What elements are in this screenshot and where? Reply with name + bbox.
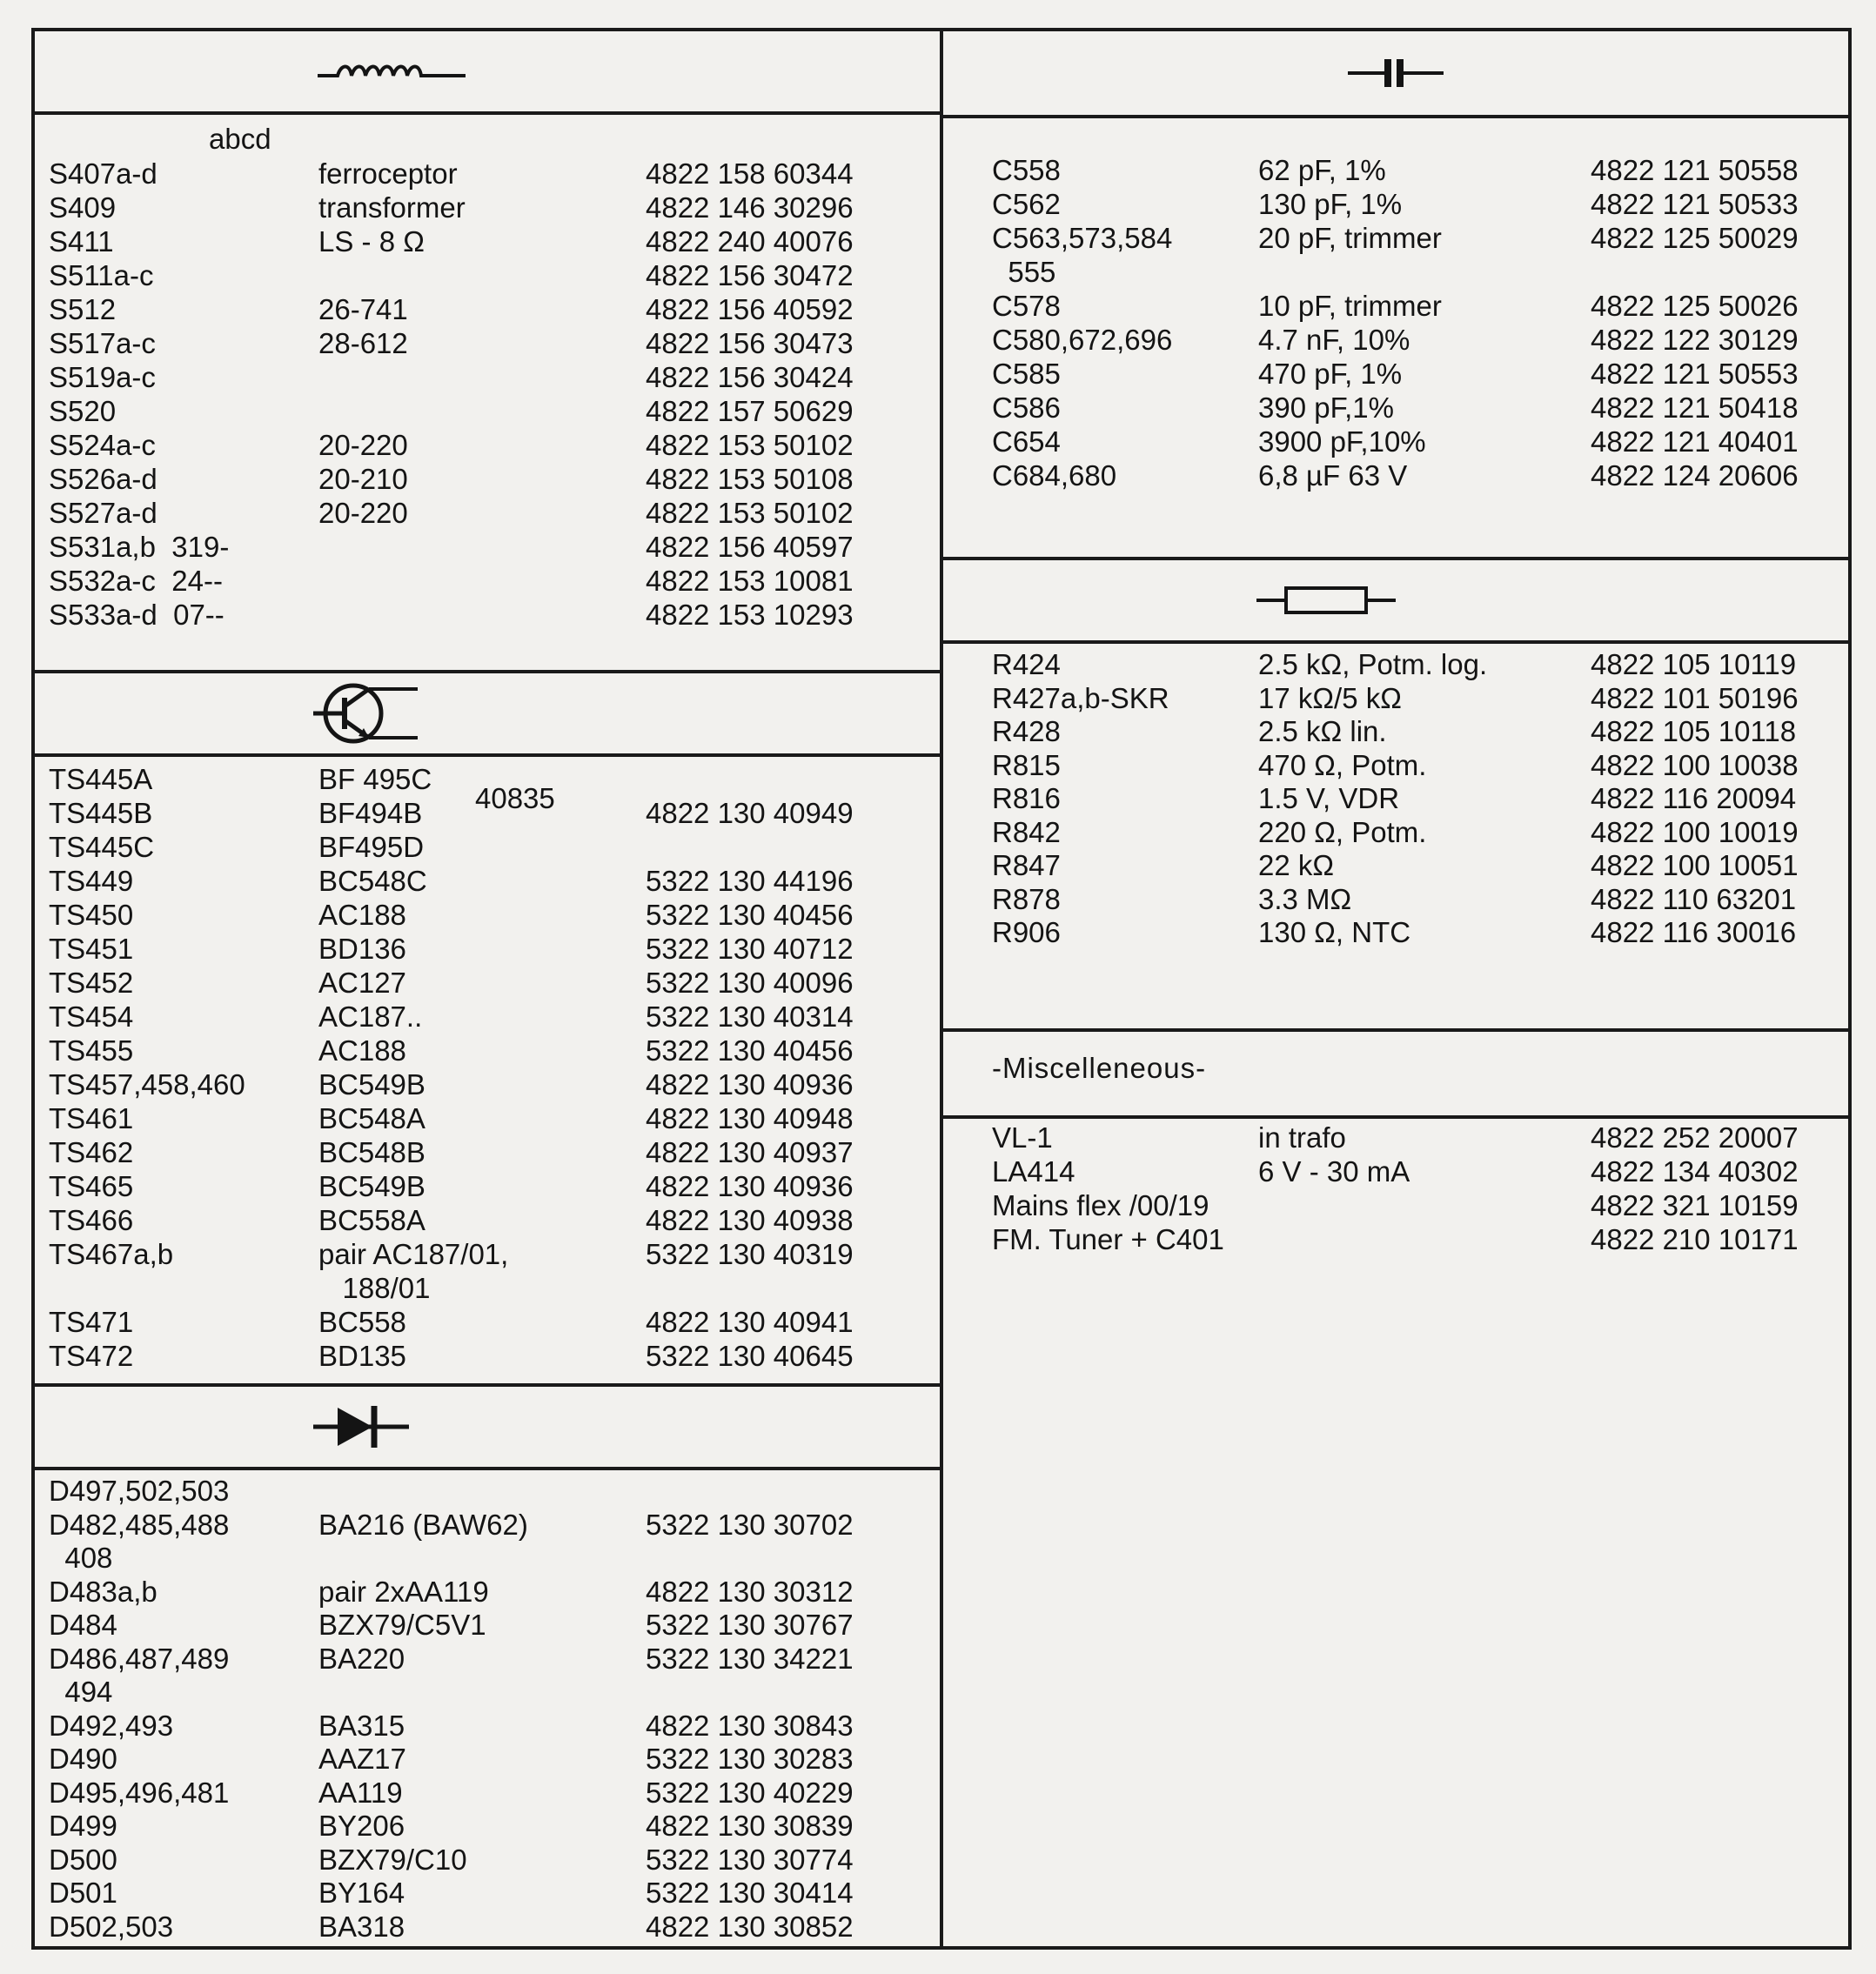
part-code: 4822 156 40597 xyxy=(646,531,854,563)
part-row xyxy=(943,781,1848,815)
part-ref: TS462 xyxy=(49,1136,134,1168)
part-desc: BC548A xyxy=(318,1102,425,1134)
part-row xyxy=(35,1305,943,1339)
part-row xyxy=(35,1876,943,1910)
part-code: 4822 124 20606 xyxy=(1591,459,1799,492)
part-row xyxy=(35,796,943,830)
part-ref: S524a-c xyxy=(49,429,156,461)
part-ref: 555 xyxy=(992,256,1056,288)
part-row xyxy=(943,1154,1848,1188)
part-code: 4822 100 10051 xyxy=(1591,849,1799,881)
part-row xyxy=(35,326,943,360)
part-code: 5322 130 40712 xyxy=(646,933,854,965)
part-desc: 2.5 kΩ lin. xyxy=(1258,715,1387,747)
part-code: 5322 130 40456 xyxy=(646,1034,854,1067)
part-desc: BA318 xyxy=(318,1910,405,1943)
part-ref: R842 xyxy=(992,815,1061,848)
part-ref: TS454 xyxy=(49,1000,134,1033)
part-ref: D486,487,489 xyxy=(49,1642,230,1675)
part-ref: S407a-d xyxy=(49,157,157,190)
transistor-group-note: 40835 xyxy=(475,782,555,814)
part-row xyxy=(35,292,943,326)
part-row xyxy=(35,1843,943,1877)
part-desc: 20 pF, trimmer xyxy=(1258,222,1442,254)
part-desc: 17 kΩ/5 kΩ xyxy=(1258,681,1402,714)
part-code: 4822 130 40941 xyxy=(646,1306,854,1338)
resistor-rows xyxy=(943,647,1848,949)
part-row xyxy=(943,323,1848,357)
part-row xyxy=(35,1067,943,1101)
inductor-section xyxy=(35,118,943,673)
part-row xyxy=(35,1508,943,1542)
part-desc: BA216 (BAW62) xyxy=(318,1508,528,1541)
part-desc: 10 pF, trimmer xyxy=(1258,290,1442,322)
part-code: 5322 130 40645 xyxy=(646,1340,854,1372)
part-code: 4822 121 50418 xyxy=(1591,391,1799,424)
part-code: 4822 158 60344 xyxy=(646,157,854,190)
misc-section xyxy=(943,1119,1848,1946)
part-ref: D490 xyxy=(49,1743,117,1775)
part-code: 4822 121 50533 xyxy=(1591,188,1799,220)
part-ref: D501 xyxy=(49,1877,117,1909)
capacitor-section xyxy=(943,118,1848,560)
part-ref: C586 xyxy=(992,391,1061,424)
left-column xyxy=(31,28,943,1950)
part-ref: C684,680 xyxy=(992,459,1117,492)
part-row xyxy=(35,1608,943,1642)
part-ref: TS445B xyxy=(49,797,153,829)
part-desc: AC127 xyxy=(318,967,406,999)
part-row xyxy=(943,289,1848,323)
part-ref: D502,503 xyxy=(49,1910,174,1943)
part-ref: D484 xyxy=(49,1609,117,1641)
part-desc: 390 pF,1% xyxy=(1258,391,1394,424)
part-desc: 28-612 xyxy=(318,327,408,359)
part-ref: S519a-c xyxy=(49,361,156,393)
part-row xyxy=(35,1000,943,1034)
part-ref: TS461 xyxy=(49,1102,134,1134)
part-code: 4822 252 20007 xyxy=(1591,1121,1799,1154)
part-row xyxy=(35,898,943,932)
part-code: 4822 130 40949 xyxy=(646,797,854,829)
part-ref: D483a,b xyxy=(49,1575,157,1608)
part-desc: BC549B xyxy=(318,1068,425,1101)
part-ref: 408 xyxy=(49,1542,113,1574)
misc-section-header xyxy=(943,1032,1848,1119)
part-code: 4822 110 63201 xyxy=(1591,882,1797,915)
part-ref: TS471 xyxy=(49,1306,134,1338)
part-ref: TS466 xyxy=(49,1204,134,1236)
part-row xyxy=(35,258,943,292)
part-code: 4822 116 30016 xyxy=(1591,916,1797,948)
part-desc: 470 Ω, Potm. xyxy=(1258,748,1427,781)
part-code: 4822 156 30473 xyxy=(646,327,854,359)
part-row xyxy=(35,530,943,564)
part-ref: S520 xyxy=(49,395,117,427)
part-ref: TS450 xyxy=(49,899,134,931)
part-code: 4822 157 50629 xyxy=(646,395,854,427)
part-row xyxy=(35,1742,943,1776)
part-desc: 3.3 MΩ xyxy=(1258,882,1352,915)
part-row xyxy=(35,360,943,394)
part-code: 4822 130 30852 xyxy=(646,1910,854,1943)
part-ref: S512 xyxy=(49,293,117,325)
part-row xyxy=(35,1809,943,1843)
part-ref: C578 xyxy=(992,290,1061,322)
part-code: 5322 130 30767 xyxy=(646,1609,854,1641)
part-ref: R428 xyxy=(992,715,1061,747)
part-desc: BC548C xyxy=(318,865,427,897)
part-ref: C558 xyxy=(992,154,1061,186)
part-ref: 494 xyxy=(49,1676,113,1708)
part-code: 4822 210 10171 xyxy=(1591,1223,1799,1255)
part-row xyxy=(943,1121,1848,1154)
part-code: 4822 146 30296 xyxy=(646,191,854,224)
part-code: 4822 240 40076 xyxy=(646,225,854,258)
part-row xyxy=(943,187,1848,221)
resistor-icon xyxy=(1256,583,1396,618)
part-desc: 1.5 V, VDR xyxy=(1258,782,1400,814)
part-desc: ferroceptor xyxy=(318,157,458,190)
part-code: 5322 130 40456 xyxy=(646,899,854,931)
inductor-section-header xyxy=(35,31,943,115)
part-row xyxy=(35,830,943,864)
part-ref: D492,493 xyxy=(49,1709,174,1742)
part-ref: S517a-c xyxy=(49,327,156,359)
part-row xyxy=(943,357,1848,391)
part-row xyxy=(943,815,1848,849)
part-ref: D497,502,503 xyxy=(49,1475,230,1507)
part-ref: TS445C xyxy=(49,831,155,863)
inductor-icon xyxy=(313,58,470,84)
part-desc: AC188 xyxy=(318,1034,406,1067)
part-code: 4822 156 40592 xyxy=(646,293,854,325)
part-code: 4822 153 50102 xyxy=(646,497,854,529)
part-ref: S409 xyxy=(49,191,117,224)
part-ref: TS452 xyxy=(49,967,134,999)
part-ref: TS465 xyxy=(49,1170,134,1202)
part-desc: BC558A xyxy=(318,1204,425,1236)
part-row xyxy=(943,848,1848,882)
part-ref: C654 xyxy=(992,425,1061,458)
part-desc: in trafo xyxy=(1258,1121,1346,1154)
misc-title: -Miscelleneous- xyxy=(992,1052,1207,1084)
part-desc: BC549B xyxy=(318,1170,425,1202)
transistor-section xyxy=(35,760,943,1387)
part-row xyxy=(35,191,943,224)
diode-icon xyxy=(313,1402,409,1451)
part-ref: Mains flex /00/19 xyxy=(992,1189,1209,1221)
part-row xyxy=(943,748,1848,782)
part-row xyxy=(35,496,943,530)
part-code: 4822 153 10081 xyxy=(646,565,854,597)
part-desc: BF 495C xyxy=(318,763,432,795)
part-desc: 20-220 xyxy=(318,429,408,461)
part-desc: 20-220 xyxy=(318,497,408,529)
part-code: 5322 130 40314 xyxy=(646,1000,854,1033)
part-row xyxy=(35,394,943,428)
part-desc: BY206 xyxy=(318,1810,405,1842)
part-row xyxy=(35,864,943,898)
part-code: 4822 100 10019 xyxy=(1591,815,1799,848)
part-row xyxy=(943,1222,1848,1256)
part-row xyxy=(35,1541,943,1575)
part-row xyxy=(35,762,943,796)
part-code: 4822 130 30839 xyxy=(646,1810,854,1842)
part-ref: D495,496,481 xyxy=(49,1776,230,1809)
part-desc: AC188 xyxy=(318,899,406,931)
part-row xyxy=(35,1675,943,1709)
part-row xyxy=(35,1271,943,1305)
part-row xyxy=(35,564,943,598)
part-code: 5322 130 30774 xyxy=(646,1843,854,1876)
part-ref: S531a,b 319- xyxy=(49,531,230,563)
part-code: 4822 105 10119 xyxy=(1591,648,1797,680)
part-desc: 130 Ω, NTC xyxy=(1258,916,1411,948)
part-ref: S533a-d 07-- xyxy=(49,599,224,631)
part-ref: D500 xyxy=(49,1843,117,1876)
part-row xyxy=(35,1203,943,1237)
part-ref: R847 xyxy=(992,849,1061,881)
part-desc: 6 V - 30 mA xyxy=(1258,1155,1410,1188)
part-ref: R815 xyxy=(992,748,1061,781)
part-desc: 188/01 xyxy=(318,1272,431,1304)
inductor-header-label: abcd xyxy=(209,123,271,155)
part-desc: 3900 pF,10% xyxy=(1258,425,1426,458)
part-desc: BF495D xyxy=(318,831,425,863)
diode-section xyxy=(35,1474,943,1946)
part-code: 4822 156 30424 xyxy=(646,361,854,393)
part-code: 5322 130 40229 xyxy=(646,1776,854,1809)
part-desc: BD135 xyxy=(318,1340,406,1372)
part-ref: C585 xyxy=(992,358,1061,390)
part-desc: LS - 8 Ω xyxy=(318,225,425,258)
part-code: 4822 121 50558 xyxy=(1591,154,1799,186)
part-row xyxy=(35,1169,943,1203)
part-row xyxy=(35,428,943,462)
part-ref: S532a-c 24-- xyxy=(49,565,223,597)
capacitor-section-header xyxy=(943,31,1848,118)
part-row xyxy=(943,714,1848,748)
part-row xyxy=(35,1575,943,1609)
part-ref: LA414 xyxy=(992,1155,1075,1188)
part-ref: D499 xyxy=(49,1810,117,1842)
part-row xyxy=(35,1642,943,1676)
part-ref: TS445A xyxy=(49,763,153,795)
part-code: 4822 153 10293 xyxy=(646,599,854,631)
part-code: 4822 101 50196 xyxy=(1591,681,1799,714)
part-desc: 470 pF, 1% xyxy=(1258,358,1403,390)
part-desc: BC558 xyxy=(318,1306,406,1338)
part-code: 4822 122 30129 xyxy=(1591,324,1799,356)
part-desc: 2.5 kΩ, Potm. log. xyxy=(1258,648,1488,680)
part-row xyxy=(35,224,943,258)
part-row xyxy=(943,153,1848,187)
part-ref: R906 xyxy=(992,916,1061,948)
part-ref: R424 xyxy=(992,648,1061,680)
part-ref: TS449 xyxy=(49,865,134,897)
part-ref: S511a-c xyxy=(49,259,154,291)
part-row xyxy=(35,598,943,632)
capacitor-rows xyxy=(943,153,1848,492)
capacitor-icon xyxy=(1348,56,1444,90)
part-code: 5322 130 30414 xyxy=(646,1877,854,1909)
part-code: 4822 321 10159 xyxy=(1591,1189,1799,1221)
part-code: 4822 130 40936 xyxy=(646,1170,854,1202)
part-desc: BA315 xyxy=(318,1709,405,1742)
part-desc: 20-210 xyxy=(318,463,408,495)
part-desc: BZX79/C10 xyxy=(318,1843,467,1876)
part-row xyxy=(943,458,1848,492)
part-desc: BF494B xyxy=(318,797,423,829)
part-desc: 62 pF, 1% xyxy=(1258,154,1386,186)
part-row xyxy=(35,1135,943,1169)
part-desc: 6,8 µF 63 V xyxy=(1258,459,1408,492)
part-desc: transformer xyxy=(318,191,466,224)
part-code: 4822 130 40937 xyxy=(646,1136,854,1168)
part-code: 4822 156 30472 xyxy=(646,259,854,291)
part-code: 4822 121 50553 xyxy=(1591,358,1799,390)
transistor-icon xyxy=(313,679,435,748)
part-row xyxy=(35,462,943,496)
part-desc: 26-741 xyxy=(318,293,408,325)
inductor-rows xyxy=(35,157,943,632)
part-code: 4822 116 20094 xyxy=(1591,782,1797,814)
part-row xyxy=(943,647,1848,681)
part-desc: BA220 xyxy=(318,1642,405,1675)
transistor-rows xyxy=(35,762,943,1373)
part-code: 4822 130 40948 xyxy=(646,1102,854,1134)
part-ref: R878 xyxy=(992,882,1061,915)
part-ref: C563,573,584 xyxy=(992,222,1173,254)
part-row xyxy=(943,882,1848,916)
part-code: 5322 130 30283 xyxy=(646,1743,854,1775)
transistor-section-header xyxy=(35,673,943,757)
part-row xyxy=(943,391,1848,425)
part-desc: BC548B xyxy=(318,1136,425,1168)
part-row xyxy=(35,157,943,191)
part-row xyxy=(35,1474,943,1508)
part-row xyxy=(35,1237,943,1271)
part-ref: TS472 xyxy=(49,1340,134,1372)
part-desc: 130 pF, 1% xyxy=(1258,188,1403,220)
part-ref: FM. Tuner + C401 xyxy=(992,1223,1224,1255)
part-ref: TS451 xyxy=(49,933,134,965)
part-desc: BZX79/C5V1 xyxy=(318,1609,486,1641)
part-ref: S526a-d xyxy=(49,463,157,495)
part-desc: AAZ17 xyxy=(318,1743,406,1775)
part-desc: BD136 xyxy=(318,933,406,965)
part-code: 4822 134 40302 xyxy=(1591,1155,1799,1188)
part-row xyxy=(943,221,1848,255)
part-ref: S411 xyxy=(49,225,114,258)
part-desc: 22 kΩ xyxy=(1258,849,1335,881)
part-row xyxy=(943,681,1848,715)
part-row xyxy=(35,1339,943,1373)
resistor-section-header xyxy=(943,560,1848,644)
part-code: 4822 105 10118 xyxy=(1591,715,1797,747)
part-ref: C580,672,696 xyxy=(992,324,1173,356)
part-desc: pair 2xAA119 xyxy=(318,1575,489,1608)
part-desc: 220 Ω, Potm. xyxy=(1258,815,1427,848)
part-code: 5322 130 30702 xyxy=(646,1508,854,1541)
part-row xyxy=(943,425,1848,458)
part-ref: TS455 xyxy=(49,1034,134,1067)
part-ref: TS467a,b xyxy=(49,1238,174,1270)
part-row xyxy=(943,1188,1848,1222)
part-ref: D482,485,488 xyxy=(49,1508,230,1541)
part-code: 4822 130 40938 xyxy=(646,1204,854,1236)
diode-section-header xyxy=(35,1387,943,1470)
part-code: 5322 130 40319 xyxy=(646,1238,854,1270)
right-column xyxy=(940,28,1852,1950)
diode-rows xyxy=(35,1474,943,1943)
part-code: 5322 130 44196 xyxy=(646,865,854,897)
misc-rows xyxy=(943,1121,1848,1256)
part-code: 4822 130 30843 xyxy=(646,1709,854,1742)
part-row xyxy=(35,1034,943,1067)
part-code: 4822 121 40401 xyxy=(1591,425,1799,458)
part-code: 4822 153 50108 xyxy=(646,463,854,495)
part-row xyxy=(35,966,943,1000)
part-row xyxy=(35,932,943,966)
part-code: 5322 130 34221 xyxy=(646,1642,854,1675)
part-desc: BY164 xyxy=(318,1877,405,1909)
part-ref: TS457,458,460 xyxy=(49,1068,245,1101)
part-row xyxy=(35,1910,943,1944)
part-ref: C562 xyxy=(992,188,1061,220)
part-desc: AA119 xyxy=(318,1776,403,1809)
part-code: 4822 125 50026 xyxy=(1591,290,1799,322)
part-code: 4822 130 40936 xyxy=(646,1068,854,1101)
part-row xyxy=(943,915,1848,949)
part-ref: R816 xyxy=(992,782,1061,814)
part-ref: R427a,b-SKR xyxy=(992,681,1169,714)
part-row xyxy=(35,1101,943,1135)
part-code: 4822 125 50029 xyxy=(1591,222,1799,254)
part-code: 4822 130 30312 xyxy=(646,1575,854,1608)
part-code: 4822 100 10038 xyxy=(1591,748,1799,781)
part-code: 4822 153 50102 xyxy=(646,429,854,461)
part-row xyxy=(35,1776,943,1810)
part-desc: pair AC187/01, xyxy=(318,1238,509,1270)
part-desc: AC187.. xyxy=(318,1000,423,1033)
part-desc: 4.7 nF, 10% xyxy=(1258,324,1410,356)
part-ref: S527a-d xyxy=(49,497,157,529)
part-row xyxy=(35,1709,943,1743)
part-ref: VL-1 xyxy=(992,1121,1053,1154)
part-code: 5322 130 40096 xyxy=(646,967,854,999)
resistor-section xyxy=(943,647,1848,1032)
part-row xyxy=(943,255,1848,289)
